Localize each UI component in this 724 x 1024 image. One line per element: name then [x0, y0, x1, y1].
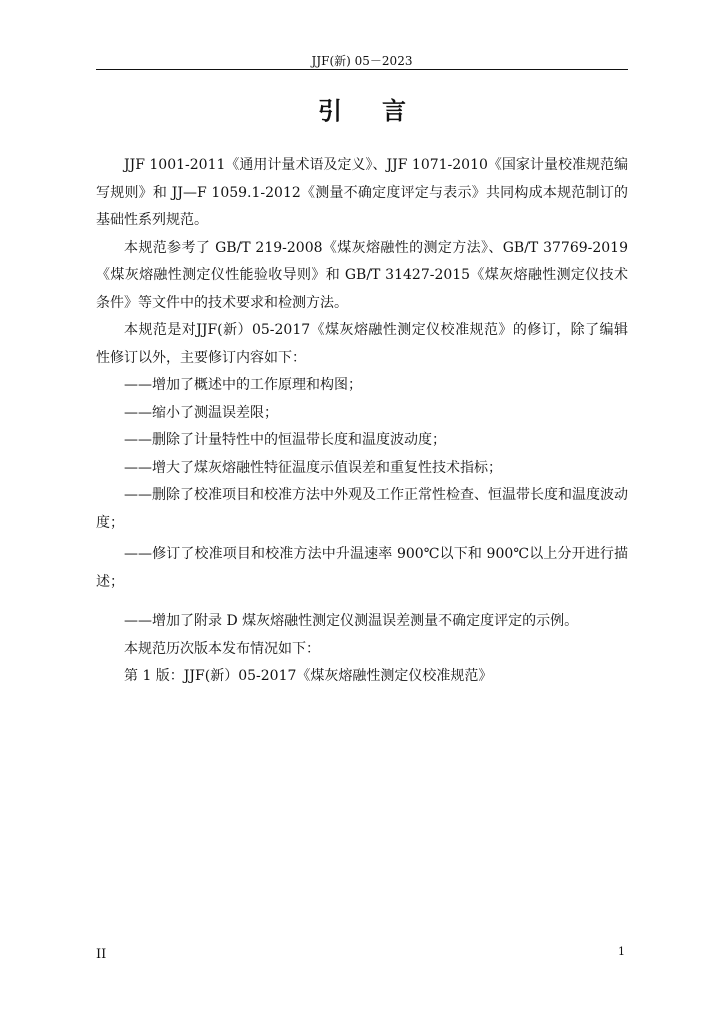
paragraph: JJF 1001-2011《通用计量术语及定义》、JJF 1071-2010《国家计量校准规范编写规则》和 JJ—F 1059.1-2012《测量不确定度评定与表示》共同构成本规范制订的基础性系列规范。 [96, 157, 628, 228]
footer-left-page-mark: II [96, 947, 107, 962]
revision-item: ——删除了校准项目和校准方法中外观及工作正常性检查、恒温带长度和温度波动度； [96, 487, 628, 531]
revision-item: ——增大了煤灰熔融性特征温度示值误差和重复性技术指标； [124, 459, 502, 476]
revision-item: ——增加了附录 D 煤灰熔融性测定仪测温误差测量不确定度评定的示例。 [124, 613, 579, 629]
revision-item: ——增加了概述中的工作原理和构图； [124, 377, 362, 393]
paragraph: 本规范参考了 GB/T 219-2008《煤灰熔融性的测定方法》、GB/T 37769-2019《煤灰熔融性测定仪性能验收导则》和 GB/T 31427-2015《煤灰熔融性测定仪技术条件》等文件中的技术要求和检测方法。 [96, 239, 628, 311]
header-rule [96, 69, 628, 70]
revision-item: ——修订了校准项目和校准方法中升温速率 900℃以下和 900℃以上分开进行描述； [96, 546, 628, 590]
revision-item: ——删除了计量特性中的恒温带长度和温度波动度； [124, 432, 446, 448]
paragraph: 本规范是对JJF(新）05-2017《煤灰熔融性测定仪校准规范》的修订，除了编辑性修订以外，主要修订内容如下： [96, 322, 628, 366]
revision-item: ——缩小了测温误差限； [124, 404, 278, 421]
version-history-item: 第 1 版：JJF(新）05-2017《煤灰熔融性测定仪校准规范》 [124, 668, 493, 684]
footer-page-number: 1 [618, 945, 625, 958]
page-title: 引言 [318, 97, 446, 125]
running-header: JJF(新) 05－2023 [311, 54, 413, 68]
paragraph: 本规范历次版本发布情况如下： [124, 640, 320, 657]
document-body [96, 152, 628, 691]
